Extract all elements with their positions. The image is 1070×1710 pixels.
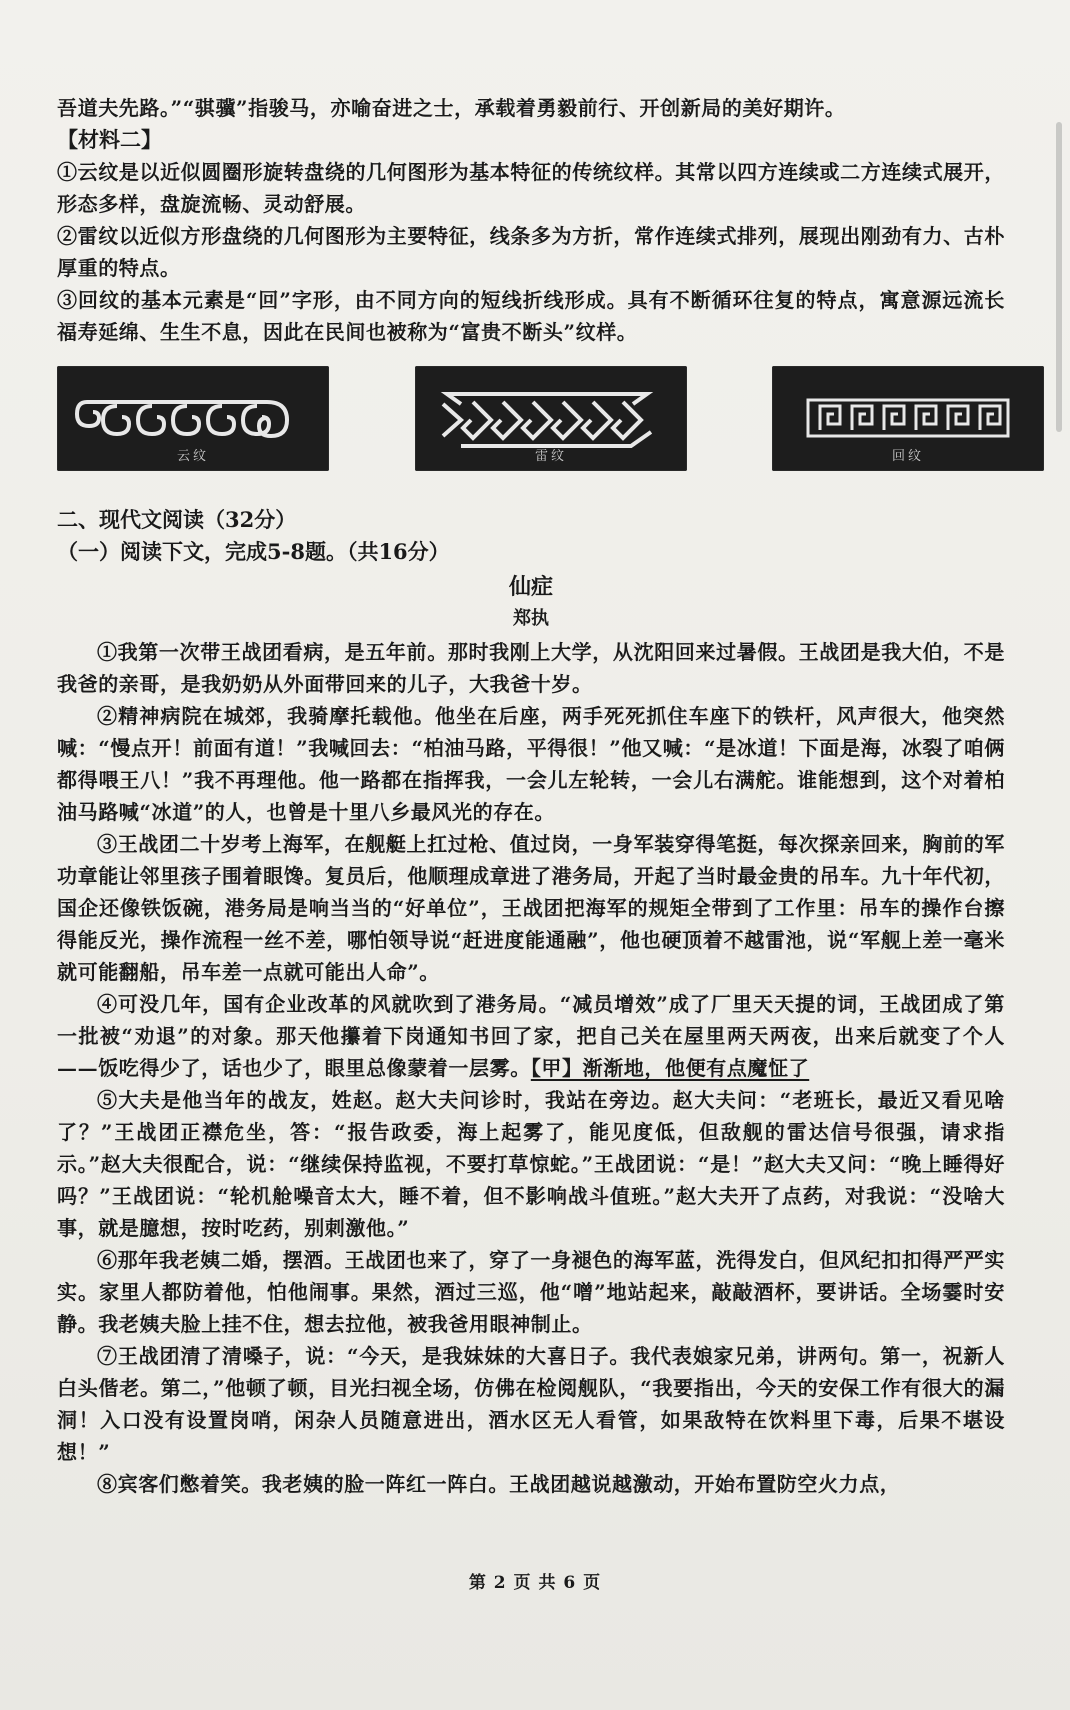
story-paragraph-8: ⑧宾客们憋着笑。我老姨的脸一阵红一阵白。王战团越说越激动，开始布置防空火力点， <box>97 1472 901 1496</box>
story-title: 仙症 <box>508 574 553 600</box>
material2-heading: 【材料二】 <box>57 127 162 152</box>
section2-subheading: （一）阅读下文，完成5-8题。（共16分） <box>57 539 450 564</box>
cloud-pattern-label: 云纹 <box>176 449 209 464</box>
story-paragraph-7: ⑦王战团清了清嗓子，说：“今天，是我妹妹的大喜日子。我代表娘家兄弟，讲两句。第一，祝新人白头偕老。第二，”他顿了顿，目光扫视全场，仿佛在检阅舰队，“我要指出，今天的安保工作有很大的漏洞！入口没有设置岗哨，闲杂人员随意进出，酒水区无人看管，如果敌特在饮料里下毒，后果不堪设想！” <box>57 1344 1005 1464</box>
page-footer: 第 2 页 共 6 页 <box>468 1573 602 1593</box>
marked-sentence-jia: 【甲】渐渐地，他便有点魔怔了 <box>530 1056 810 1080</box>
cloud-pattern-image <box>57 366 329 471</box>
story-paragraph-2: ②精神病院在城郊，我骑摩托载他。他坐在后座，两手死死抓住车座下的铁杆，风声很大，他突然喊：“慢点开！前面有道！”我喊回去：“柏油马路，平得很！”他又喊：“是冰道！下面是海，冰裂了咱俩都得喂王八！”我不再理他。他一路都在指挥我，一会儿左轮转，一会儿右满舵。谁能想到，这个对着柏油马路喊“冰道”的人，也曾是十里八乡最风光的存在。 <box>57 704 1005 824</box>
story-paragraph-3: ③王战团二十岁考上海军，在舰艇上扛过枪、值过岗，一身军装穿得笔挺，每次探亲回来，胸前的军功章能让邻里孩子围着眼馋。复员后，他顺理成章进了港务局，开起了当时最金贵的吊车。九十年代初，国企还像铁饭碗，港务局是响当当的“好单位”，王战团把海军的规矩全带到了工作里：吊车的操作台擦得能反光，操作流程一丝不差，哪怕领导说“赶进度能通融”，他也硬顶着不越雷池，说“军舰上差一毫米就可能翻船，吊车差一点就可能出人命”。 <box>57 832 1005 984</box>
material2-item-cloud: ①云纹是以近似圆圈形旋转盘绕的几何图形为基本特征的传统纹样。其常以四方连续或二方连续式展开，形态多样，盘旋流畅、灵动舒展。 <box>57 160 1005 216</box>
story-paragraph-4-text: ④可没几年，国有企业改革的风就吹到了港务局。“减员增效”成了厂里天天提的词，王战团成了第一批被“劝退”的对象。那天他攥着下岗通知书回了家，把自己关在屋里两天两夜，出来后就变了个人——饭吃得少了，话也少了，眼里总像蒙着一层雾。 <box>57 992 1005 1080</box>
hui-pattern-label: 回纹 <box>891 449 924 464</box>
thunder-pattern-image <box>415 366 687 471</box>
material2-item-thunder: ②雷纹以近似方形盘绕的几何图形为主要特征，线条多为方折，常作连续式排列，展现出刚劲有力、古朴厚重的特点。 <box>57 224 1005 280</box>
story-paragraph-1: ①我第一次带王战团看病，是五年前。那时我刚上大学，从沈阳回来过暑假。王战团是我大伯，不是我爸的亲哥，是我奶奶从外面带回来的儿子，大我爸十岁。 <box>57 640 1005 696</box>
thunder-pattern-label: 雷纹 <box>534 449 567 464</box>
hui-pattern-image <box>772 366 1044 471</box>
story-paragraph-4 <box>57 988 1005 1084</box>
story-author: 郑执 <box>513 608 549 629</box>
material2-item-hui: ③回纹的基本元素是“回”字形，由不同方向的短线折线形成。具有不断循环往复的特点，寓意源远流长福寿延绵、生生不息，因此在民间也被称为“富贵不断头”纹样。 <box>57 288 1005 344</box>
section2-heading: 二、现代文阅读（32分） <box>57 507 297 532</box>
page-content <box>57 92 1005 1500</box>
story-paragraph-6: ⑥那年我老姨二婚，摆酒。王战团也来了，穿了一身褪色的海军蓝，洗得发白，但风纪扣扣得严严实实。家里人都防着他，怕他闹事。果然，酒过三巡，他“噌”地站起来，敲敲酒杯，要讲话。全场霎时安静。我老姨夫脸上挂不住，想去拉他，被我爸用眼神制止。 <box>57 1248 1005 1336</box>
scrollbar[interactable] <box>1056 122 1062 432</box>
pattern-gallery <box>57 366 1005 474</box>
intro-line: 吾道夫先路。”“骐骥”指骏马，亦喻奋进之士，承载着勇毅前行、开创新局的美好期许。 <box>57 96 846 120</box>
story-paragraph-5: ⑤大夫是他当年的战友，姓赵。赵大夫问诊时，我站在旁边。赵大夫问：“老班长，最近又看见啥了？”王战团正襟危坐，答：“报告政委，海上起雾了，能见度低，但敌舰的雷达信号很强，请求指示。”赵大夫很配合，说：“继续保持监视，不要打草惊蛇。”王战团说：“是！”赵大夫又问：“晚上睡得好吗？”王战团说：“轮机舱噪音太大，睡不着，但不影响战斗值班。”赵大夫开了点药，对我说：“没啥大事，就是臆想，按时吃药，别刺激他。” <box>57 1088 1005 1240</box>
